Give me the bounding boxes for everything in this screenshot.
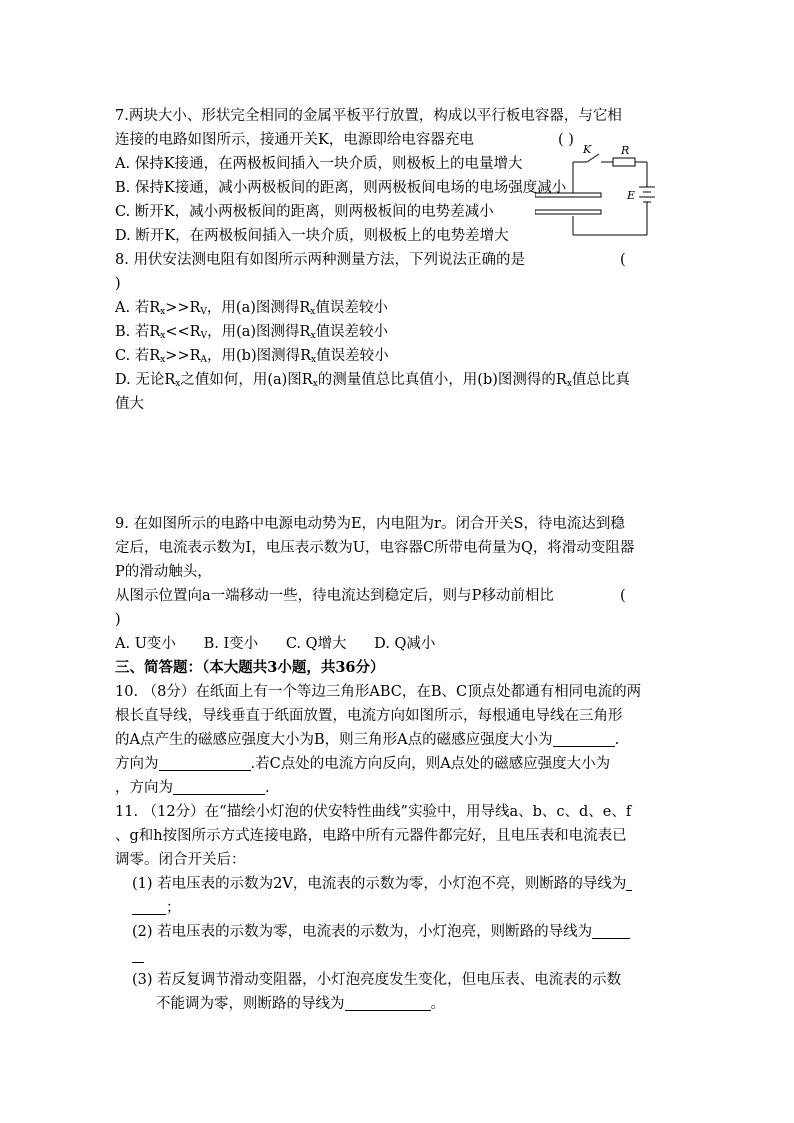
- q8-option-b: B. 若$R_x<<R_V$，用(a)图测得$R_x$值误差较小: [115, 324, 389, 341]
- q9-line4: 从图示位置向a一端移动一些，待电流达到稳定后，则与P移动前相比: [115, 588, 554, 604]
- q11-sub1: (1) 若电压表的示数为2V，电流表的示数为零，小灯泡不亮，则断路的导线为: [132, 874, 632, 894]
- q9-options: A. U变小 B. I变小 C. Q增大 D. Q减小: [115, 636, 436, 652]
- q8-line1: 8. 用伏安法测电阻有如图所示两种测量方法，下列说法正确的是: [115, 252, 525, 268]
- q10-blank-1: [553, 731, 615, 747]
- q7-fig-label-r: R: [621, 144, 630, 157]
- q11-blank-2-cont: [132, 947, 144, 963]
- q11-sub3-line1: (3) 若反复调节滑动变阻器，小灯泡亮度发生变化，但电压表、电流表的示数: [132, 972, 622, 988]
- q10-line5: ，方向为 .: [115, 780, 270, 796]
- q9-paren-right: ): [115, 612, 121, 628]
- q7-option-d: D. 断开K，在两极板间插入一块介质，则极板上的电势差增大: [115, 228, 509, 244]
- q10-line3: 的A点产生的磁感应强度大小为B，则三角形A点的磁感应强度大小为 .: [115, 732, 620, 748]
- q9-line2: 定后，电流表示数为I，电压表示数为U，电容器C所带电荷量为Q，将滑动变阻器: [115, 540, 635, 556]
- q7-answer-paren: ( ): [558, 132, 574, 148]
- q8-option-c: C. 若$R_x>>R_A$，用(b)图测得$R_x$值误差较小: [115, 348, 389, 365]
- q10-blank-3: [173, 779, 265, 795]
- q9-line3: P的滑动触头，: [115, 564, 212, 580]
- q10-line1: 10. （8分）在纸面上有一个等边三角形ABC，在B、C顶点处都通有相同电流的两: [115, 684, 642, 700]
- q8-paren-left: (: [620, 252, 626, 268]
- q10-blank-2: [159, 755, 251, 771]
- q7-option-a: A. 保持K接通，在两极板间插入一块介质，则极板上的电量增大: [115, 156, 523, 172]
- q11-sub1-cont: ；: [132, 898, 181, 918]
- q11-line2: 、g和h按图所示方式连接电路，电路中所有元器件都完好，且电压表和电流表已: [115, 828, 627, 844]
- q11-blank-1-cont: [132, 899, 166, 915]
- q7-fig-label-e: E: [627, 189, 636, 202]
- q8-option-d-cont: 值大: [115, 396, 144, 412]
- q8-paren-right: ): [115, 276, 121, 292]
- q7-fig-label-k: K: [583, 143, 592, 156]
- q8-option-a: A. 若$R_x>>R_V$，用(a)图测得$R_x$值误差较小: [115, 300, 388, 317]
- q11-blank-3: [345, 995, 431, 1011]
- section3-heading: 三、简答题：（本大题共3小题，共36分）: [115, 659, 385, 676]
- q7-circuit-diagram: [535, 143, 660, 243]
- q9-paren-left: (: [620, 588, 626, 604]
- q10-line4: 方向为 .若C点处的电流方向反向，则A点处的磁感应强度大小为: [115, 756, 611, 772]
- q11-line1: 11. （12分）在“描绘小灯泡的伏安特性曲线”实验中，用导线a、b、c、d、e、f: [115, 804, 632, 820]
- q11-sub2-cont: [132, 946, 144, 966]
- q8-option-d: D. 无论$R_x$之值如何，用(a)图$R_x$的测量值总比真值小，用(b)图测得的$R_x$值总比真: [115, 372, 630, 389]
- q7-option-c: C. 断开K，减小两极板间的距离，则两极板间的电势差减小: [115, 204, 494, 220]
- q11-sub3-line2: 不能调为零，则断路的导线为 。: [156, 996, 445, 1012]
- q11-line3: 调零。闭合开关后：: [115, 852, 246, 868]
- q9-line1: 9. 在如图所示的电路中电源电动势为E，内电阻为r。闭合开关S，待电流达到稳: [115, 516, 625, 532]
- q7-line1: 7.两块大小、形状完全相同的金属平板平行放置，构成以平行板电容器，与它相: [115, 108, 622, 124]
- q7-line2: 连接的电路如图所示，接通开关K，电源即给电容器充电: [115, 132, 474, 148]
- q7-option-b: B. 保持K接通，减小两极板间的距离，则两极板间电场的电场强度减小: [115, 180, 567, 196]
- q10-line2: 根长直导线，导线垂直于纸面放置，电流方向如图所示，每根通电导线在三角形: [115, 708, 623, 724]
- q11-blank-1: [626, 875, 632, 891]
- q11-blank-2: [592, 923, 630, 939]
- q11-sub2: (2) 若电压表的示数为零，电流表的示数为，小灯泡亮，则断路的导线为: [132, 922, 630, 942]
